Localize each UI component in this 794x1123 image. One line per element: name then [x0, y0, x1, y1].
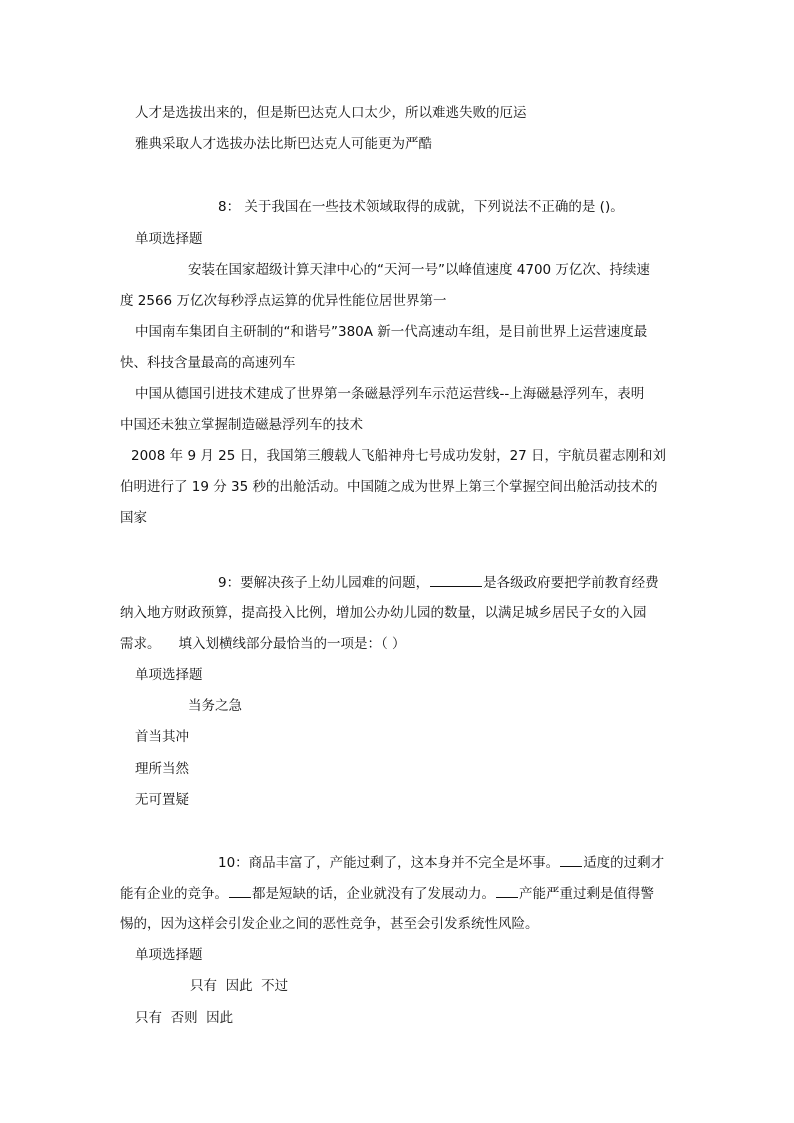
- q8-stem: 8： 关于我国在一些技术领域取得的成就，下列说法不正确的是 ()。: [218, 199, 624, 215]
- q9-option-b: 首当其冲: [135, 729, 189, 745]
- q9-stem-part3: 需求。: [120, 636, 161, 652]
- fill-blank: [560, 853, 582, 867]
- q7-option-c: 人才是选拔出来的，但是斯巴达克人口太少，所以难逃失败的厄运: [135, 105, 527, 121]
- q10-option-b: 只有 否则 因此: [135, 1010, 234, 1026]
- q10-stem-line3: 惕的，因为这样会引发企业之间的恶性竞争，甚至会引发系统性风险。: [120, 916, 539, 932]
- q10-stem-part2: 适度的过剩才: [583, 855, 665, 871]
- q9-stem-part1: 9：要解决孩子上幼儿园难的问题，: [218, 575, 430, 591]
- q9-option-c: 理所当然: [135, 761, 189, 777]
- q9-option-a: 当务之急: [188, 698, 242, 714]
- q8-option-a-line2: 度 2566 万亿次每秒浮点运算的优异性能位居世界第一: [120, 293, 447, 309]
- q8-option-d-line2: 伯明进行了 19 分 35 秒的出舱活动。中国随之成为世界上第三个掌握空间出舱活动技术的: [120, 479, 658, 495]
- q10-stem-line2: [120, 884, 654, 903]
- q8-option-c-line2: 中国还未独立掌握制造磁悬浮列车的技术: [120, 417, 363, 433]
- q9-stem-part2: 是各级政府要把学前教育经费: [483, 575, 659, 591]
- q8-option-b-line1: 中国南车集团自主研制的“和谐号”380A 新一代高速动车组，是目前世界上运营速度最: [135, 324, 648, 340]
- q9-stem-line1: [218, 573, 659, 592]
- q7-option-d: 雅典采取人才选拔办法比斯巴达克人可能更为严酷: [135, 136, 432, 152]
- q10-stem-line1: [218, 853, 664, 872]
- q10-stem-part1: 10：商品丰富了，产能过剩了，这本身并不完全是坏事。: [218, 855, 560, 871]
- q9-type-label: 单项选择题: [135, 667, 203, 683]
- q9-stem-line3: [120, 635, 406, 653]
- q8-option-d-line1: 2008 年 9 月 25 日，我国第三艘载人飞船神舟七号成功发射，27 日，宇航员翟志刚和刘: [131, 448, 667, 464]
- fill-blank: [430, 573, 482, 587]
- q9-stem-line2: 纳入地方财政预算，提高投入比例，增加公办幼儿园的数量，以满足城乡居民子女的入园: [120, 605, 647, 621]
- q8-option-c-line1: 中国从德国引进技术建成了世界第一条磁悬浮列车示范运营线--上海磁悬浮列车，表明: [135, 386, 645, 402]
- q10-option-a: 只有 因此 不过: [190, 978, 289, 994]
- q8-option-b-line2: 快、科技含量最高的高速列车: [120, 355, 296, 371]
- q10-stem-part4: 都是短缺的话，企业就没有了发展动力。: [252, 886, 495, 902]
- q9-option-d: 无可置疑: [135, 792, 189, 808]
- fill-blank: [496, 884, 518, 898]
- q9-stem-part4: 填入划横线部分最恰当的一项是：（ ）: [178, 636, 406, 652]
- q10-stem-part5: 产能严重过剩是值得警: [519, 886, 654, 902]
- q10-stem-part3: 能有企业的竞争。: [120, 886, 228, 902]
- q10-type-label: 单项选择题: [135, 947, 203, 963]
- q8-option-d-line3: 国家: [120, 510, 147, 526]
- q8-option-a-line1: 安装在国家超级计算天津中心的“天河一号”以峰值速度 4700 万亿次、持续速: [188, 262, 650, 278]
- q8-type-label: 单项选择题: [135, 231, 203, 247]
- fill-blank: [229, 884, 251, 898]
